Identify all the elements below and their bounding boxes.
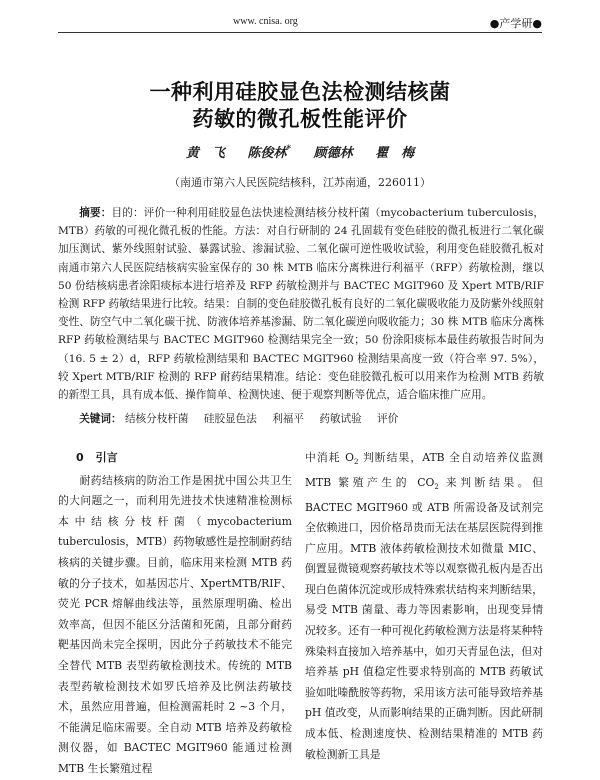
journal-website: www. cnisa. org	[233, 16, 298, 27]
body-paragraph-continued	[305, 448, 543, 765]
keywords-label: 关键词：	[79, 413, 122, 425]
corresponding-author-mark: *	[286, 144, 292, 155]
body-column-left	[58, 448, 292, 780]
author-list	[0, 142, 600, 161]
article-title-line-1: 一种利用硅胶显色法检测结核菌	[149, 80, 451, 104]
abstract-text: 目的：评价一种利用硅胶显色法快速检测结核分枝杆菌（mycobacterium tuberculosis，MTB）药敏的可视化微孔板的性能。方法：对自行研制的 24 孔固载有变色硅胶的微孔板进行二氧化碳加压测试、紫外线照射试验、暴露试验、渗漏试验、二氧化碳可逆性吸收试验，利用变色硅胶微孔板对南通市第六人民医院结核病实验室保存的 30 株 MTB 临床分离株进行利福平（RFP）药敏检测，继以 50 份结核病患者涂阳痰标本进行培养及 RFP 药敏检测并与 BACTEC MGIT960 及 Xpert MTB/RIF 检测 RFP 药敏结果进行比较。结果：自制的变色硅胶微孔板有良好的二氧化碳吸收能力及防紫外线照射变性、防空气中二氧化碳干扰、防液体培养基渗漏、防二氧化碳逆向吸收能力；30 株 MTB 临床分离株 RFP 药敏检测结果与 BACTEC MGIT960 检测结果完全一致；50 份涂阳痰标本最佳药敏报告时间为（16. 5 ± 2）d，RFP 药敏检测结果和 BACTEC MGIT960 检测结果高度一致（符合率 97. 5%），较 Xpert MTB/RIF 检测的 RFP 耐药结果精准。结论：变色硅胶微孔板可以用来作为检测 MTB 药敏的新型工具，具有成本低、操作简单、检测快速、便于观察判断等优点，适合临床推广应用。	[58, 207, 545, 402]
author-name: 陈俊林	[247, 146, 287, 161]
affiliation: （南通市第六人民医院结核科，江苏南通，226011）	[169, 176, 431, 189]
keyword: 药敏试验	[319, 413, 362, 425]
section-heading	[76, 448, 292, 469]
section-number: 0	[76, 451, 84, 464]
author: 瞿 梅	[375, 146, 415, 161]
keyword: 硅胶显色法	[203, 413, 257, 425]
keyword: 利福平	[272, 413, 304, 425]
text-run: 判断结果，ATB 全自动培养仪监测 MTB 繁殖产生的 CO	[305, 451, 543, 489]
keyword: 结核分枝杆菌	[124, 413, 189, 425]
body-column-right	[305, 448, 543, 765]
article-title-line-2: 药敏的微孔板性能评价	[192, 107, 408, 131]
subscript: 2	[353, 458, 359, 467]
page-header	[58, 16, 542, 33]
text-run: 中消耗 O	[305, 451, 354, 464]
author	[247, 146, 291, 161]
subscript: 2	[434, 482, 439, 491]
body-paragraph: 耐药结核病的防治工作是困扰中国公共卫生的大问题之一，而利用先进技术快速精准检测标本中结核分枝杆菌（mycobacterium tuberculosis，MTB）药物敏感性是控制耐药结核病的关键步骤。目前，临床用来检测 MTB 药敏的分子技术，如基因芯片、XpertMTB/RIF、荧光 PCR 熔解曲线法等，虽然原理明确、检出效率高，但因不能区分活菌和死菌，且部分耐药靶基因尚未完全探明，因此分子药敏技术不能完全替代 MTB 表型药敏检测技术。传统的 MTB 表型药敏检测技术如罗氏培养及比例法药敏技术，虽然应用普遍，但检测需耗时 2 ~3 个月，不能满足临床需要。全自动 MTB 培养及药敏检测仪器，如 BACTEC MGIT960 能通过检测 MTB 生长繁殖过程	[58, 473, 292, 775]
text-run: 来判断结果。但 BACTEC MGIT960 或 ATB 所需设备及试剂完全依赖进口，因价格昂贵而无法在基层医院得到推广应用。MTB 液体药敏检测技术如微量 MIC、倒置显微镜观察药敏技术等以观察微孔板内是否出现白色菌体沉淀或形成特殊索状结构来判断结果，易受 MTB 菌量、毒力等因素影响，出现变异情况较多。还有一种可视化药敏检测方法是将某种特殊染料直接加入培养基中，如刃天青显色法，但对培养基 pH 值稳定性要求特别高的 MTB 药敏试验如吡嗪酰胺等药物，采用该方法可能导致培养基 pH 值改变，从而影响结果的正确判断。因此研制成本低、检测速度快、检测结果精准的 MTB 药敏检测新工具是	[305, 475, 544, 761]
abstract-label: 摘要：	[79, 207, 112, 219]
author: 黄 飞	[185, 146, 225, 161]
author: 顾德林	[313, 146, 353, 161]
section-label: ●产学研●	[489, 17, 542, 30]
section-title: 引言	[95, 451, 118, 464]
abstract	[58, 204, 544, 404]
keywords	[58, 411, 544, 426]
keyword: 评价	[377, 413, 399, 425]
